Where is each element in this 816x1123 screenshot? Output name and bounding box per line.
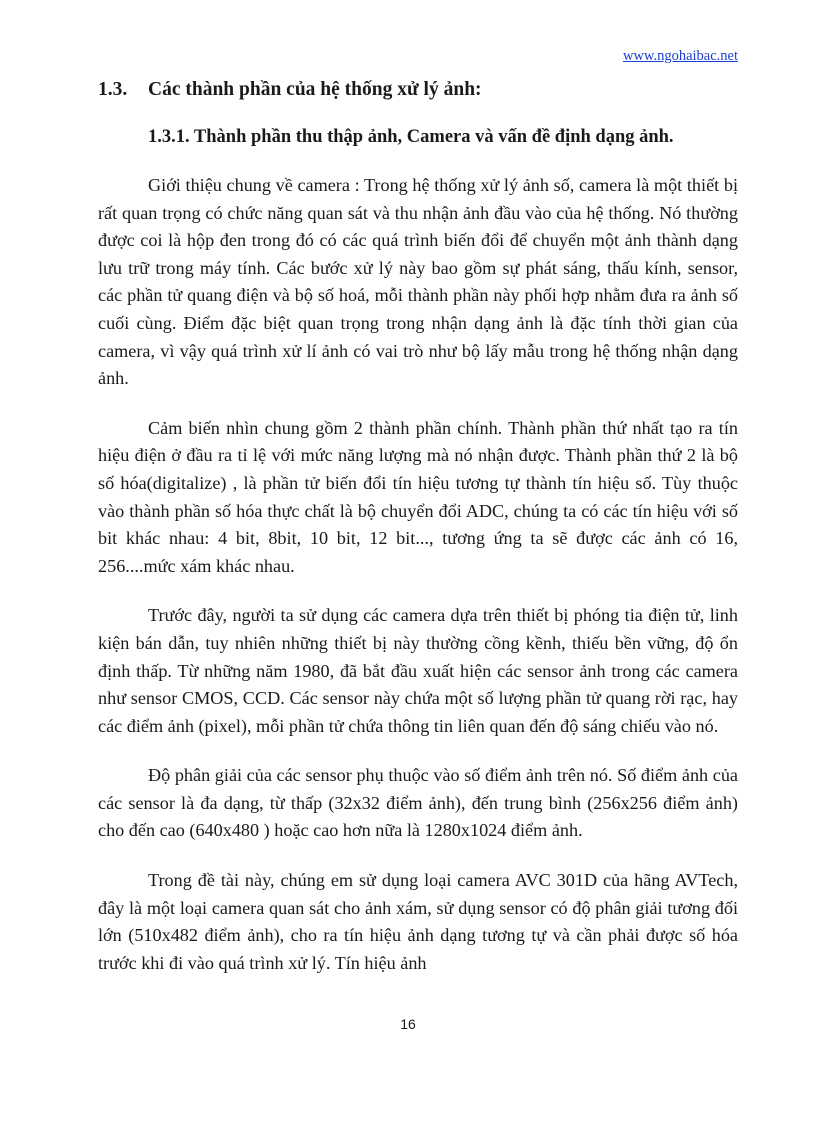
body-text: [98, 172, 738, 999]
section-number: 1.3.: [98, 79, 128, 100]
paragraph-sensor-history: Trước đây, người ta sử dụng các camera dựa trên thiết bị phóng tia điện tử, linh kiện bán dẫn, tuy nhiên những thiết bị này thường cồng kềnh, thiếu bền vững, độ ổn định thấp. Từ những năm 1980, đã bắt đầu xuất hiện các sensor ảnh trong các camera như sensor CMOS, CCD. Các sensor này chứa một số lượng phần tử quang rời rạc, hay các điểm ảnh (pixel), mỗi phần tử chứa thông tin liên quan đến độ sáng chiếu vào nó.: [98, 605, 738, 736]
paragraph-camera-intro: Giới thiệu chung về camera : Trong hệ thống xử lý ảnh số, camera là một thiết bị rất quan trọng có chức năng quan sát và thu nhận ảnh đầu vào của hệ thống. Nó thường được coi là hộp đen trong đó có các quá trình biến đổi để chuyển một ảnh thành dạng lưu trữ trong máy tính. Các bước xử lý này bao gồm sự phát sáng, thấu kính, sensor, các phần tử quang điện và bộ số hoá, mỗi thành phần này phối hợp nhằm đưa ra ảnh số cuối cùng. Điểm đặc biệt quan trọng trong nhận dạng ảnh là đặc tính thời gian của camera, vì vậy quá trình xử lí ảnh có vai trò như bộ lấy mẫu trong hệ thống nhận dạng ảnh.: [98, 175, 738, 389]
paragraph-resolution: Độ phân giải của các sensor phụ thuộc vào số điểm ảnh trên nó. Số điểm ảnh của các sensor là đa dạng, từ thấp (32x32 điểm ảnh), đến trung bình (256x256 điểm ảnh) cho đến cao (640x480 ) hoặc cao hơn nữa là 1280x1024 điểm ảnh.: [98, 765, 738, 841]
page-number: 16: [400, 1016, 416, 1032]
website-link[interactable]: www.ngohaibac.net: [622, 48, 738, 64]
paragraph-avc-camera: Trong đề tài này, chúng em sử dụng loại camera AVC 301D của hãng AVTech, đây là một loại camera quan sát cho ảnh xám, sử dụng sensor có độ phân giải tương đối lớn (510x482 điểm ảnh), cho ra tín hiệu ảnh dạng tương tự và cần phải được số hóa trước khi đi vào quá trình xử lý. Tín hiệu ảnh: [98, 870, 738, 973]
paragraph-sensor-components: Cảm biến nhìn chung gồm 2 thành phần chính. Thành phần thứ nhất tạo ra tín hiệu điện ở đầu ra tỉ lệ với mức năng lượng mà nó nhận được. Thành phần thứ 2 là bộ số hóa(digitalize) , là phần tử biến đổi tín hiệu tương tự thành tín hiệu số. Tùy thuộc vào thành phần số hóa thực chất là bộ chuyển đổi ADC, chúng ta có các tín hiệu với số bit khác nhau: 4 bit, 8bit, 10 bit, 12 bit..., tương ứng ta sẽ được các ảnh có 16, 256....mức xám khác nhau.: [98, 417, 738, 576]
subsection-heading: 1.3.1. Thành phần thu thập ảnh, Camera và vấn đề định dạng ảnh.: [148, 127, 674, 147]
section-heading: [98, 79, 482, 101]
section-title: Các thành phần của hệ thống xử lý ảnh:: [148, 79, 482, 100]
